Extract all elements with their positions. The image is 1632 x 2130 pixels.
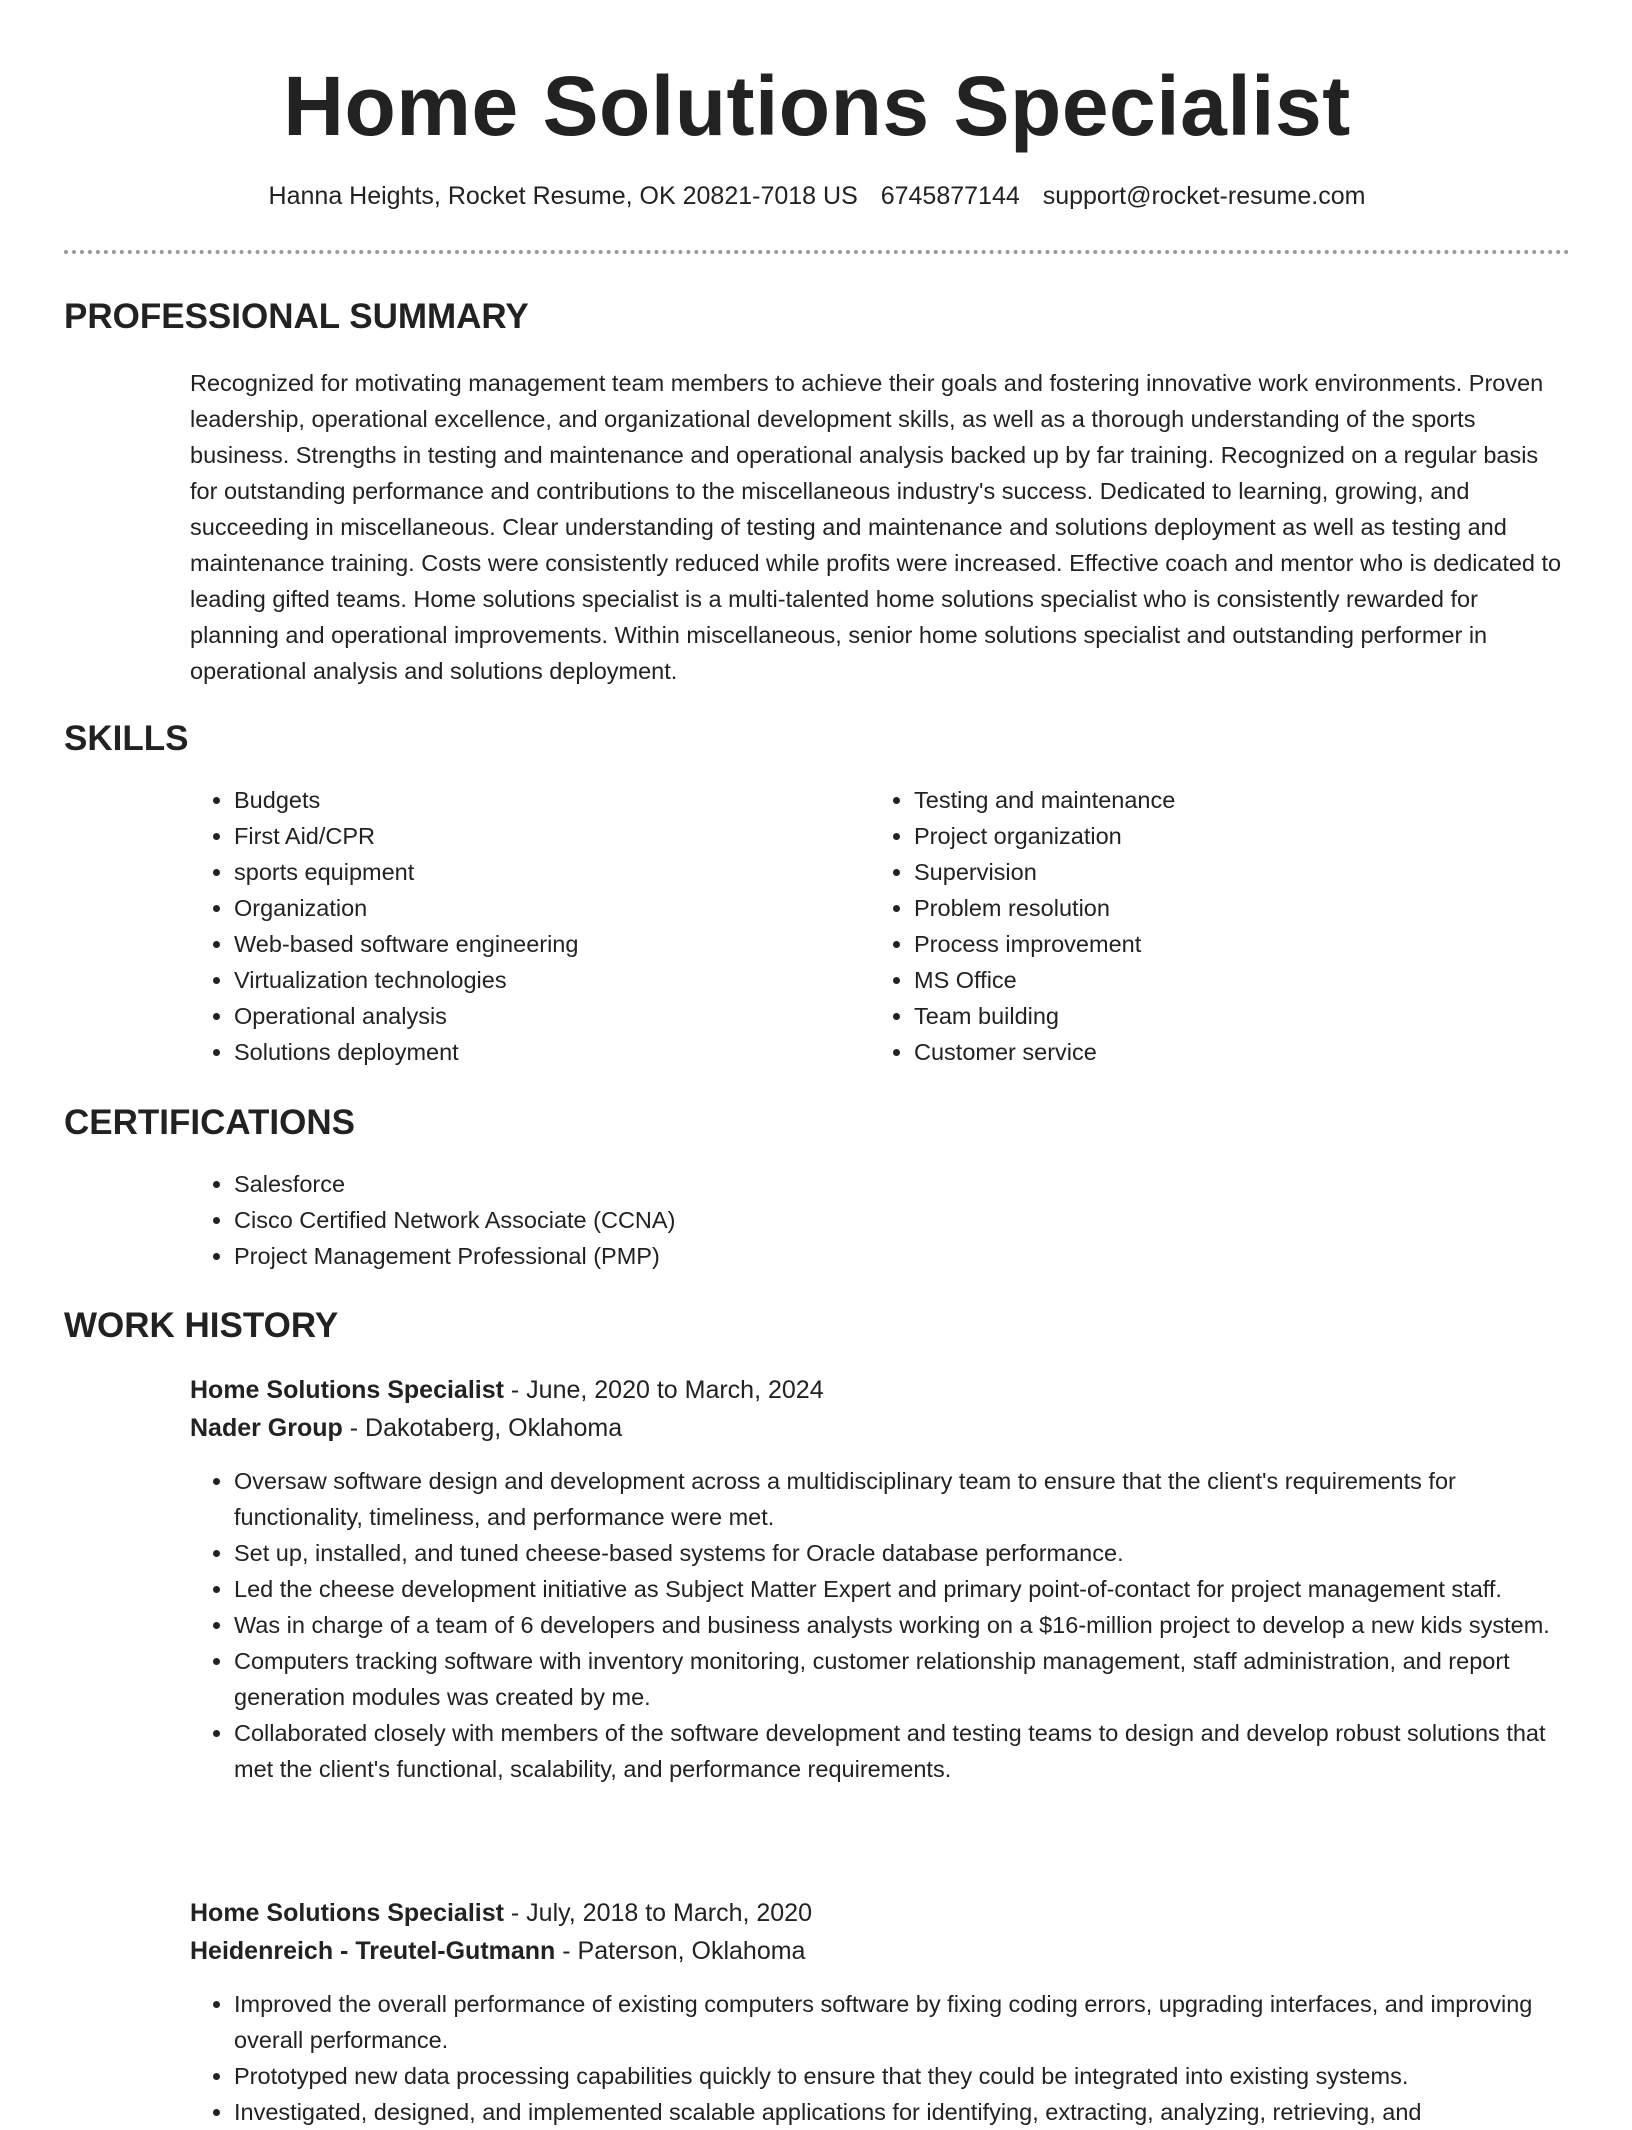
skill-item: • Organization — [234, 890, 870, 926]
contact-line — [64, 180, 1570, 212]
job-company-line — [190, 1409, 1570, 1447]
resume-page — [64, 0, 1570, 2125]
skill-item: • Testing and maintenance — [914, 782, 1550, 818]
skill-item: • Operational analysis — [234, 998, 870, 1034]
skill-item: • First Aid/CPR — [234, 818, 870, 854]
job-company: Nader Group — [190, 1414, 343, 1442]
skill-item: • Team building — [914, 998, 1550, 1034]
candidate-name: Home Solutions Specialist — [283, 59, 1351, 153]
contact-address: Hanna Heights, Rocket Resume, OK 20821-7018 US — [268, 182, 858, 210]
skill-item: • Budgets — [234, 782, 870, 818]
skill-item: • Project organization — [914, 818, 1550, 854]
certification-item: • Project Management Professional (PMP) — [234, 1238, 1570, 1274]
contact-phone: 6745877144 — [880, 182, 1020, 210]
job-entry — [190, 1371, 1570, 1787]
job-bullet: • Led the cheese development initiative as Subject Matter Expert and primary point-of-contact for project management staff. — [234, 1571, 1570, 1607]
job-location: - Paterson, Oklahoma — [555, 1937, 806, 1965]
work-history-heading: WORK HISTORY — [64, 1306, 339, 1345]
certifications-list — [190, 1166, 1570, 1274]
job-bullet: • Investigated, designed, and implemented scalable applications for identifying, extracting, analyzing, retrieving, and — [234, 2094, 1570, 2130]
certifications-heading: CERTIFICATIONS — [64, 1103, 356, 1142]
job-company-line — [190, 1932, 1570, 1970]
job-dates: - July, 2018 to March, 2020 — [503, 1899, 812, 1927]
skill-item: • MS Office — [914, 962, 1550, 998]
job-bullet: • Was in charge of a team of 6 developers and business analysts working on a $16-million project to develop a new kids system. — [234, 1607, 1570, 1643]
job-title-line — [190, 1371, 1570, 1409]
job-title-line — [190, 1894, 1570, 1932]
skills-left-column — [190, 782, 870, 1070]
summary-heading: PROFESSIONAL SUMMARY — [64, 297, 529, 336]
skill-item: • Virtualization technologies — [234, 962, 870, 998]
certification-item: • Cisco Certified Network Associate (CCNA) — [234, 1202, 1570, 1238]
job-bullet: • Collaborated closely with members of the software development and testing teams to design and develop robust solutions that met the client's functional, scalability, and performance requirements. — [234, 1715, 1570, 1787]
job-role: Home Solutions Specialist — [190, 1376, 504, 1404]
skills-heading: SKILLS — [64, 719, 189, 758]
job-dates: - June, 2020 to March, 2024 — [503, 1376, 824, 1404]
job-company: Heidenreich - Treutel-Gutmann — [190, 1937, 556, 1965]
contact-email: support@rocket-resume.com — [1042, 182, 1366, 210]
job-bullet: • Oversaw software design and development across a multidisciplinary team to ensure that the client's requirements for functionality, timeliness, and performance were met. — [234, 1463, 1570, 1535]
skill-item: • Customer service — [914, 1034, 1550, 1070]
skill-item: • Problem resolution — [914, 890, 1550, 926]
job-bullet: • Improved the overall performance of existing computers software by fixing coding errors, upgrading interfaces, and improving overall performance. — [234, 1986, 1570, 2058]
job-entry — [190, 1894, 1570, 2130]
job-bullet: • Computers tracking software with inventory monitoring, customer relationship management, staff administration, and report generation modules was created by me. — [234, 1643, 1570, 1715]
skill-item: • Supervision — [914, 854, 1550, 890]
skill-item: • Solutions deployment — [234, 1034, 870, 1070]
job-role: Home Solutions Specialist — [190, 1899, 504, 1927]
certification-item: • Salesforce — [234, 1166, 1570, 1202]
skill-item: • sports equipment — [234, 854, 870, 890]
job-location: - Dakotaberg, Oklahoma — [342, 1414, 623, 1442]
header-divider — [64, 250, 1570, 254]
summary-text: Recognized for motivating management team members to achieve their goals and fostering innovative work environments. Proven leadership, operational excellence, and organizational development skills, as well as a thorough understanding of the sports business. Strengths in testing and maintenance and operational analysis backed up by far training. Recognized on a regular basis for outstanding performance and contributions to the miscellaneous industry's success. Dedicated to learning, growing, and succeeding in miscellaneous. Clear understanding of testing and maintenance and solutions deployment as well as testing and maintenance training. Costs were consistently reduced while profits were increased. Effective coach and mentor who is dedicated to leading gifted teams. Home solutions specialist is a multi-talented home solutions specialist who is consistently rewarded for planning and operational improvements. Within miscellaneous, senior home solutions specialist and outstanding performer in operational analysis and solutions deployment. — [190, 370, 1562, 684]
job-bullet: • Set up, installed, and tuned cheese-based systems for Oracle database performance. — [234, 1535, 1570, 1571]
skill-item: • Web-based software engineering — [234, 926, 870, 962]
skill-item: • Process improvement — [914, 926, 1550, 962]
job-bullet: • Prototyped new data processing capabilities quickly to ensure that they could be integrated into existing systems. — [234, 2058, 1570, 2094]
skills-right-column — [870, 782, 1550, 1070]
